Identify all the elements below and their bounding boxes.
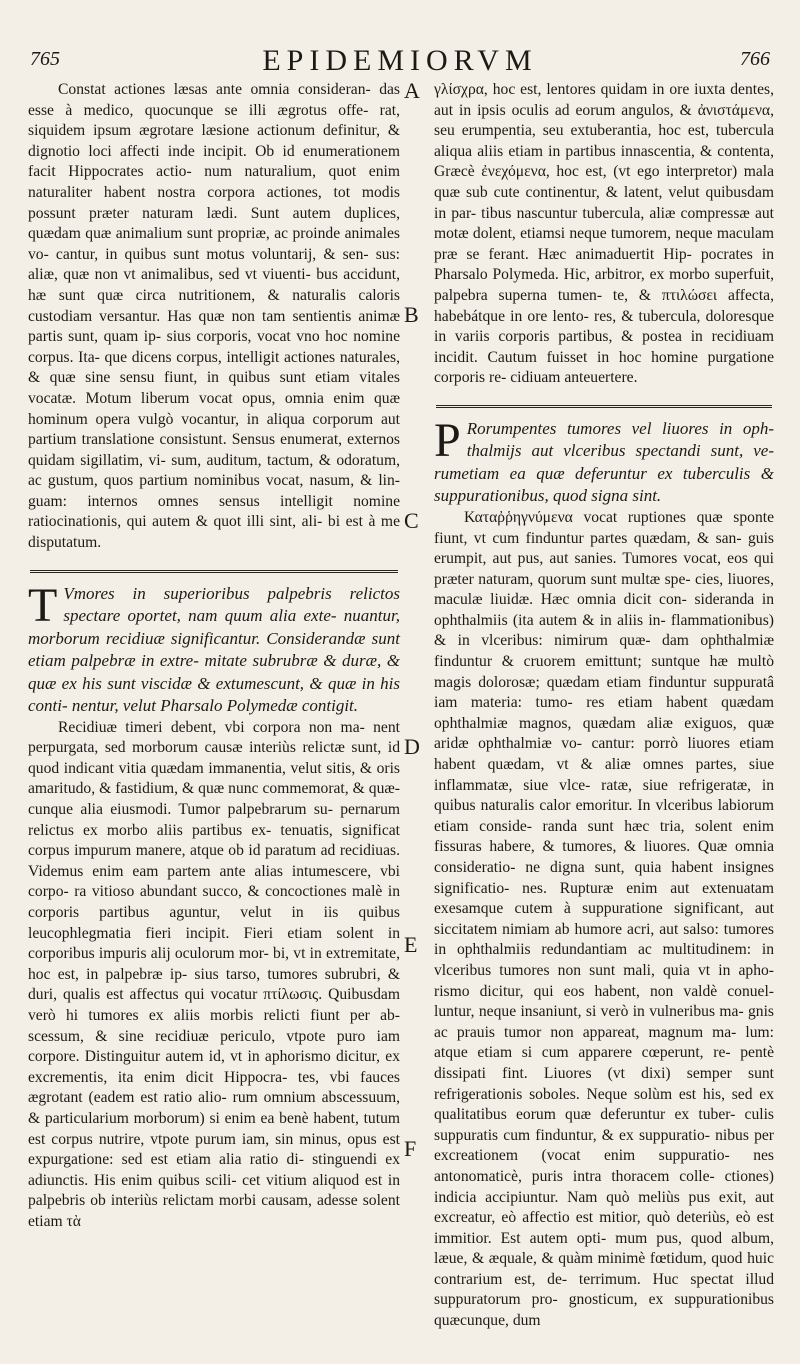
left-rubric-text: Vmores in superioribus palpebris relictos spectare oportet, nam quum alia exte- nuantur, morborum recidiuæ significantur. Considerandæ sunt etiam palpebræ in extre- mitate subrubræ & duræ, & quæ ex his sunt viscidæ & extumescunt, & quæ in his conti- nentur, velut Pharsalo Polymedæ contigit.	[28, 583, 400, 716]
margin-letter-f: F	[404, 1136, 417, 1161]
left-paragraph-1: Constat actiones læsas ante omnia consideran- das esse à medico, quocunque se illi ægrotus offe- rat, siquidem ipsum ægrotare læsione actionum definitur, & dignotio loci affecti inde incipit. Ob id enumerationem facit Hippocrates actio- num naturalium, quot enim naturaliter habent nostra corpora actiones, tot modis possunt præter naturam lædi. Sunt autem duplices, quædam quæ animalium sunt propriæ, ac proinde animales vo- cantur, in quibus sunt motus voluntarij, & sen- sus: aliæ, quæ non vt animalibus, sed vt viuenti- bus accidunt, hæ sunt quæ circa nutritionem, & naturalis caloris custodiam versantur. Has quæ non tam sentientis animæ partis sunt, quam ip- sius corporis, vocat vno hoc nomine corpus. Ita- que dicens corpus, intelligit actiones naturales, & quæ sine sensu fiunt, in quibus sunt etiam vitales vocatæ. Motum liberum vocat opus, omnia enim quæ hominum opera vulgò vocantur, in aliqua corporum aut partium translatione consistunt. Sensus enumerat, externos quidam sigillatim, vi- sum, auditum, tactum, & odoratum, ac gustum, quos partium nominibus vocat, nasum, & lin- guam: internos omnes sensus intelligit nomine ratiocinationis, qui autem & quot illi sint, ali- bi est à me disputatum.	[28, 81, 400, 552]
left-rubric	[28, 578, 400, 718]
left-column	[28, 80, 400, 1233]
margin-letter-c: C	[404, 508, 419, 533]
left-paragraph-2: Recidiuæ timeri debent, vbi corpora non ma- nent perpurgata, sed morborum causæ interiùs relictæ sunt, id quod indicant vitia quædam immanentia, velut sitis, & oris amaritudo, & fastidium, & quæ nunc commemorat, & quæ- cunque alia eiusmodi. Tumor palpebrarum su- pernarum relictus ex morbo aliis partibus ex- tenuatis, significat corpus impurum manere, atque ob id paratum ad recidiuas. Videmus enim eam partem ante alias intumescere, vbi corpo- ra vitioso abundant succo, & concoctiones malè in corporis partibus aguntur, velut in iis quibus leucophlegmatia fieri incipit. Fieri etiam solent in corporibus impuris alij oculorum mor- bi, vt in extremitate, hoc est, in palpebræ ip- sius tarso, tumores subrubri, & duri, qualis est affectus qui vocatur πτίλωσις. Quibusdam verò hi tumores ex aliis morbis relicti fiunt per ab- scessum, & sine recidiuæ periculo, vtpote puro iam corpore. Distinguitur autem id, vt in aphorismo dicitur, ex excrementis, ita enim dicit Hippocra- tes, vbi fauces ægrotant (eadem est ratio alio- rum omnium abscessuum, & particularium morborum) si enim ea benè habent, tutum est corpus nutrire, vtpote purum iam, sin minus, opus est expurgatione: sed est etiam alia ratio di- stinguendi ex adiunctis. His enim quibus scili- cet vitium aliquod est in palpebris ob interiùs relictam morbi causam, adesse solent etiam τὰ	[28, 718, 400, 1230]
right-column	[434, 80, 774, 1332]
section-divider-left	[30, 570, 398, 573]
section-divider-right	[436, 405, 772, 408]
running-title: EPIDEMIORVM	[262, 44, 538, 77]
left-rubric-initial: T	[28, 578, 58, 632]
page-header	[30, 44, 770, 78]
margin-letter-b: B	[404, 302, 419, 327]
right-rubric-text: Rorumpentes tumores vel liuores in oph- thalmijs aut vlceribus spectandi sunt, ve- rumetiam ea quæ deferuntur ex tuberculis & suppurationibus, quod signa sint.	[434, 418, 774, 506]
page-number-right: 766	[740, 48, 770, 70]
margin-letter-a: A	[404, 78, 420, 103]
right-paragraph-1: γλίσχρα, hoc est, lentores quidam in ore iuxta dentes, aut in ipsis oculis ad eorum angulos, & ἀνιστάμενα, seu erumpentia, seu extuberantia, hoc est, tubercula aliqua aliis etiam in partibus innascentia, & contenta, Græcè ἐνεχόμενα, hoc est, (vt ego interpretor) mala quæ sub cute continentur, & latent, velut quibusdam in par- tibus nascuntur tubercula, aliæ compressæ aut motæ dolent, etiamsi neque tumorem, neque maculam præ se ferant. Hæc animaduertit Hip- pocrates in Pharsalo Polymeda. Hic, arbitror, ex morbo superfuit, palpebra superna tumen- te, & πτιλώσει affecta, habebátque in ore lento- res, & tubercula, doloresque in variis corporis partibus, & postea in recidiuam incidit. Cautum fuisset in hoc homine purgatione corporis re- cidiuam anteuertere.	[434, 81, 774, 387]
right-rubric-initial: P	[434, 413, 461, 467]
margin-letter-d: D	[404, 734, 420, 759]
margin-letter-e: E	[404, 932, 418, 957]
right-rubric	[434, 413, 774, 508]
right-paragraph-2: Καταῤῥηγνύμενα vocat ruptiones quæ sponte fiunt, vt cum finduntur partes quædam, & san- guis erumpit, aut pus, aut sanies. Tumores vocat, eos qui præter naturam, quorum sunt multæ spe- cies, liuores, maculæ liuidæ. Hæc omnia dicit con- sideranda in ophthalmiis (ita autem & in aliis in- flammationibus) & in vlceribus: nimirum quæ- dam ophthalmiæ finduntur & cruorem emittunt; suntque hæ multò magis dolorosæ; quædam etiam finduntur suppuratâ iam materia: tumo- res etiam habent quædam ophthalmiæ magnos, quædam aliæ exiguos, quæ aridæ ophthalmiæ vo- cantur: porrò liuores etiam habent quædam, vt & aliæ omnes partes, siue inflammatæ, siue vlce- ratæ, siue refrigeratæ, in quibus naturalis calor emoritur. In vlceribus labiorum etiam conside- randa sunt hæc tria, solent enim fissuras habere, & tumores, & liuores. Quæ omnia consideratio- ne digna sunt, quia habent insignes significatio- nes. Rupturæ enim aut extenuatam exesamque cutem à suppuratione significant, aut siccitatem nimiam ab humore acri, aut salso: tumores in ophthalmiis redundantiam ac multitudinem: in vlceribus tumores non sunt mali, quia vt in apho- rismo dicitur, qui eos habent, non valdè conuel- luntur, neque insaniunt, si verò in vulneribus ma- gnis ac prauis tumor non appareat, magnum ma- lum: atque etiam si cum apparere cœperunt, re- pentè dissipati fint. Liuores (vt dixi) semper sunt refrigerationis soboles. Neque solùm est his, sed ex qualitatibus eorum quæ deferuntur ex tuber- culis suppuratis cum finduntur, & ex suppuratio- nibus per excreationem (vocat enim suppuratio- nes antonomaticè, puris intra thoracem colle- ctiones) indicia accipiuntur. Nam quò meliùs pus exit, aut excreatur, eò affectio est mitior, quò deteriùs, eò est immitior. Est autem opti- mum pus, quod album, læue, & æquale, & quàm minimè fœtidum, quod huic contrarium est, de- terrimum. Huc spectat illud suppuratorum pro- gnosticum, ex suppurationibus quæcunque, dum	[434, 508, 774, 1330]
page-number-left: 765	[30, 48, 60, 70]
